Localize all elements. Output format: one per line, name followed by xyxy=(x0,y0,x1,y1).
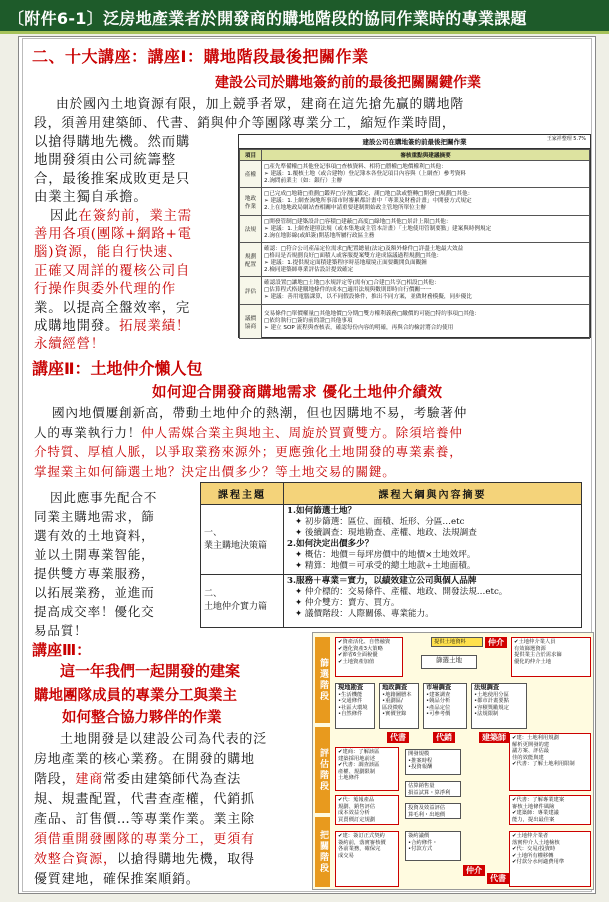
s1-table-key: 產權 xyxy=(240,161,262,188)
diag-tag-scrivener: 代書 xyxy=(387,732,409,743)
diag-low-box2: 投資及效益評估 算毛利・出地價 xyxy=(405,803,461,819)
s1-table-key: 規劃 配置 xyxy=(240,243,262,277)
s2-table-topic: 一、 業主購地決策篇 xyxy=(201,505,284,575)
s2-item: ✦ 概估：地價＝每坪房價中的地價×土地效坪。 xyxy=(295,550,476,561)
s2-table-content xyxy=(284,575,582,628)
s3-sub2: 購地團隊成員的專業分工與業主 xyxy=(34,688,237,704)
diag-col-market xyxy=(423,683,467,729)
s1-table-value: □已完成□地籍□重劃□鑑界□分割□鑑定、測□地□款或整轉□開發□規劃□其他： ➢ 建議：1.上網查詢地所事部市財審累都計畫中「專業及財務計畫」中開發方式規定 2.上在地地政局網站查相關申請重要建制開始政主管地所單位主辦 xyxy=(262,188,590,216)
s2-line: 介特質、厚植人脈，以爭取業務來源外；更應強化土地開發的專業素養， xyxy=(34,444,463,459)
s2-item: ✦ 精算：地價＝可承受的總土地款÷土地面積。 xyxy=(295,561,476,572)
s2-table-col1: 課程主題 xyxy=(201,483,284,505)
s2-line xyxy=(34,423,594,443)
s1-table-key: 地政 作業 xyxy=(240,188,262,216)
diag-bottom-mid: 簽約議價 •合約條件・ •付款方式 xyxy=(405,831,461,861)
s1-table-key: 法規 xyxy=(240,216,262,243)
s3-line: 規、規畫配置，代書查產權，代銷抓 xyxy=(34,792,255,807)
s2-line: 選有效的土地資料， xyxy=(34,528,155,543)
s2-item: ✦ 仲介雙方：賣方、買方。 xyxy=(295,598,400,609)
s3-heading: 講座Ⅲ： xyxy=(32,641,92,659)
s3-line-b: 以搶得購地先機，取得 xyxy=(116,852,255,867)
s2-item: 1.如何篩選土地？ xyxy=(287,506,357,517)
stage-gatekeeping: 把關階段 xyxy=(315,817,330,887)
diag-col-title: 法規調查 xyxy=(474,684,500,691)
s3-sub1: 這一年我們一起開發的建案 xyxy=(60,662,241,680)
s1-heading: 二、十大講座：講座Ⅰ：購地階段最後把關作業 xyxy=(32,47,369,66)
s2-line: 提供雙方專業服務， xyxy=(34,566,155,581)
s2-item: 3.服務＋專業＝實力，以績效建立公司與個人品牌 xyxy=(287,576,477,587)
diag-top-mid: 提供土地資料 xyxy=(431,637,483,647)
s2-line: 並以土開專業智能， xyxy=(34,547,155,562)
diag-bottom-left: ✔建：簽訂正式契約 簽約前，落實審核價 各前業務，確保完 成交易 xyxy=(335,831,399,887)
s3-line: 產品、訂售價…等專業作業。業主除 xyxy=(34,812,255,827)
s3-line xyxy=(34,850,312,870)
s1-table-key: 議價 協商 xyxy=(240,305,262,339)
s1-line-a: 成購地開發。 xyxy=(34,319,120,335)
s1-table-title: 建設公司在購地簽約前最後把關作業 xyxy=(239,135,590,149)
diag-bottom-right: ✔土地仲介業者 落實仲介人土地檢核 ✔代：交易/投資時 ✔土地所有權移轉 ✔付款分水何適費用準 xyxy=(509,831,591,887)
diag-low-box: 估算銷售量 損益試算・算淨利 xyxy=(405,781,461,797)
s1-table-col1: 項目 xyxy=(240,150,262,161)
s3-sub3: 如何整合協力夥伴的作業 xyxy=(62,710,222,726)
s1-line: 由業主獨自承擔。 xyxy=(34,190,148,206)
s1-line: 腦)資源，能自行快速、 xyxy=(34,245,182,261)
s2-subheading: 如何迎合開發商購地需求 優化土地仲介績效 xyxy=(152,385,443,401)
s2-line: 國內地價屢創新高，帶動土地仲介的熱潮，但也因購地不易，考驗著仲 xyxy=(52,405,468,420)
s1-table-note: 王家祥整理 5.7% xyxy=(546,136,586,142)
s3-line: 房地產業的核心業務。在開發的購地 xyxy=(34,752,255,767)
s1-line: 合，最後推案成敗更是只 xyxy=(34,171,191,187)
diag-low-left: ✔代：蒐報產品 規劃、銷售評估 成本效益分析 買賣價訂定規劃 xyxy=(335,795,399,825)
stage-screening: 篩選階段 xyxy=(315,637,330,723)
s3-line xyxy=(34,770,312,790)
s2-item: ✦ 後續調查：現地勘查、產權、地政、法規調查 xyxy=(295,528,477,539)
s1-checklist-table xyxy=(238,134,591,338)
s2-paragraph-narrow xyxy=(34,488,204,640)
diag-mid-box: 開發規模 •推案時程 •投資報酬 xyxy=(405,749,461,775)
s2-line: 提高成交率！優化交 xyxy=(34,604,155,619)
s1-line: 永續經營！ xyxy=(34,337,105,353)
s2-item: 2.如何決定出價多少？ xyxy=(287,539,374,550)
diag-low-right: ✔代書：了解專業建案 審核土地條件風險 ✔建築師：專業建議 能力，提出最佳案 xyxy=(509,795,591,825)
s2-table-topic: 二、 土地仲介實力篇 xyxy=(201,575,284,628)
s1-paragraph-full xyxy=(34,96,594,134)
s3-line-b: 常委由建築師代為查法 xyxy=(103,772,242,787)
s2-paragraph-full xyxy=(34,403,594,481)
s1-line: 業。以提高全盤效率，完 xyxy=(34,300,191,316)
s1-line: 善用各項(團隊+網路+電 xyxy=(34,227,192,243)
s1-line: 以搶得購地先機。然而購 xyxy=(34,135,191,150)
diag-col-items: •土地使用分區 •都市計畫要點 •容積獎勵規定 •法規限制 xyxy=(474,691,509,718)
s1-table-value: 確認：□符合公司產品定位需求□配置總量(法定)及額外條件□詳盡土地最大效益 □格局是否規劃良好□面積人或客服提案雙方達成協議過程規劃□其他： ➢ 建議：1.提供規定面積建築程序時基地環境正面要觀開負面觀鐘 2.檢同建築師專業評估設計提效確定 xyxy=(262,243,590,277)
diag-tag-agent: 仲介 xyxy=(485,637,507,648)
diag-tag-architect: 建築師 xyxy=(479,732,509,743)
s3-line: 須借重開發團隊的專業分工，更須有 xyxy=(34,832,255,847)
s2-table-col2: 課程大綱與內容摘要 xyxy=(284,483,582,505)
diag-top-right: ✔土地仲介業人員 有效篩選資源 提供業主合於需求篩 優化的仲介土地 xyxy=(511,637,591,677)
diag-mid-left: ✔建商：了解該區 建築採用地前述 ✔代書：調查該區 產權、規劃限制 土地條件 xyxy=(335,747,399,791)
diag-col-regulation xyxy=(471,683,527,729)
s1-line: 段，須善用建築師、代書、銷與仲介等團隊專業分工，縮短作業時間， xyxy=(34,115,456,131)
s1-line-red: 在簽約前，業主需 xyxy=(78,208,192,224)
page-banner xyxy=(0,0,609,34)
diag-top-mid2: 篩選土地 xyxy=(421,655,477,669)
diag-col-items: •地籍圖謄本 •重劃區/ 區段徵收 •實價登錄 xyxy=(382,691,412,718)
s2-course-table xyxy=(200,482,582,628)
s1-line: 由於國內土地資源有限，加上競爭者眾，建商在這先搶先贏的購地階 xyxy=(56,97,464,112)
s1-table-value: 確認設置□讓地□土地□水規評定等(需有)□合建□共享□相設□其他： □估算程式格建購地條件的成本□適用法規與數則即時自行價關一一 ➢ 建議：善用電腦課算，以不同假設條件，推出不同方案，並做財務模擬，同步優比 xyxy=(262,277,590,305)
diag-col-title: 市場調查 xyxy=(426,684,452,691)
s3-line-a: 階段， xyxy=(34,772,76,787)
s2-line: 因此應事先配合不 xyxy=(50,490,158,505)
s1-line-a: 因此 xyxy=(50,208,79,224)
diag-col-items: •建案調查 •競品分析 •產品定位 •可參考價 xyxy=(426,691,451,718)
s1-paragraph-narrow xyxy=(34,134,234,355)
diag-top-left: ✔資產活化、自營融資 ✔選化資產3大策略 ✔節省6全面稅優 ✔土地資產加值 xyxy=(335,637,403,677)
s1-table-value: □產先準備權□其他登記事項□查核資料、相符□謄權□地價權利□其他： ➢ 建議：1.覆核土地（或合建物）登記簿本各登記項目內容與（上網查）參考資料 2.詢問前業主（如：銀行）主辦 xyxy=(262,161,590,188)
s3-paragraph xyxy=(34,730,312,890)
s1-line: 行操作與委外代理的作 xyxy=(34,282,176,298)
s3-workflow-diagram xyxy=(312,632,594,890)
s2-item: ✦ 初步篩選：區位、面積、坵形、分區…etc xyxy=(295,517,465,528)
diag-tag-scrivener-bottom: 代書 xyxy=(487,873,509,884)
s1-line: 正確又周詳的覆核公司自 xyxy=(34,263,191,279)
s1-table-value: 交易條件□單價權量□其他地價□分期□雙方權利義務□繳價的可能□特約事項□其他： □依約執行□簽約前的證□其他事項 ➢ 建立 SOP 流程與查核表，確認每份內容的明確，再與合約檢討將合約使用 xyxy=(262,305,590,339)
s1-table-grid xyxy=(239,149,590,339)
s1-line-red: 拓展業績！ xyxy=(119,319,191,335)
diag-col-title: 地政調查 xyxy=(382,684,408,691)
s1-table-value: □開發管制□建築設計□容積□建蔽□高度□綠地□其他□景計上限□其他： ➢ 建議：1.上網查建照法規（或本集地或主管本計畫）「土地使用管制要點」建案與時例規定 2.詢在地影線(或紙簽)開基地所屬行政區主務 xyxy=(262,216,590,243)
s3-line-red: 建商 xyxy=(75,772,104,787)
stage-evaluation: 評估階段 xyxy=(315,727,330,813)
s1-line xyxy=(34,208,234,226)
s2-item: ✦ 仲介標的：交易條件、產權、地政、開發法規…etc。 xyxy=(295,587,508,598)
s1-subheading: 建設公司於購地簽約前的最後把關關鍵作業 xyxy=(215,75,481,91)
s1-line: 地開發須由公司統籌整 xyxy=(34,153,176,169)
diag-tag-sales: 代銷 xyxy=(433,732,455,743)
s2-line: 以拓展業務，並進而 xyxy=(34,585,155,600)
diag-col-title: 現地勘查 xyxy=(338,684,364,691)
s2-line-red: 仲人需媒合業主與地主、周旋於買賣雙方。除須培養仲 xyxy=(141,424,463,440)
diag-col-items: •生活機能 •交通條件 •社區大環境 •自然條件 xyxy=(338,691,368,718)
diag-tag-agent-bottom: 仲介 xyxy=(463,865,485,876)
s2-heading: 講座Ⅱ：土地仲介懶人包 xyxy=(32,359,203,378)
s1-table-key: 評估 xyxy=(240,277,262,305)
s1-line xyxy=(34,318,234,336)
s2-line-a: 人的專業執行力！ xyxy=(34,424,142,440)
diag-col-onsite xyxy=(335,683,375,729)
s3-line: 土地開發是以建設公司為代表的泛 xyxy=(60,732,268,747)
diag-mid-right: ✔建：土地利用規劃 解析更開發的建 議方案、評估最 佳的效能與建 ✔代書：了解土地利用限制 xyxy=(509,733,591,791)
s2-line: 同業主購地需求，篩 xyxy=(34,509,155,524)
s3-line-red: 效整合資源， xyxy=(34,852,117,867)
s1-table-col2: 審核重點與建議摘要 xyxy=(262,150,590,161)
banner-title: 〔附件6-1〕泛房地產業者於開發商的購地階段的協同作業時的專業課題 xyxy=(8,9,527,28)
diag-col-landadmin xyxy=(379,683,419,729)
s2-item: ✦ 議價階段：人際關係、專業能力。 xyxy=(295,609,434,620)
s2-table-content xyxy=(284,505,582,575)
s2-line: 掌握業主如何篩選土地？決定出價多少？等土地交易的關鍵。 xyxy=(34,463,396,479)
s2-line: 易品質！ xyxy=(34,623,88,638)
s3-line: 優質建地，確保推案順銷。 xyxy=(34,872,200,887)
